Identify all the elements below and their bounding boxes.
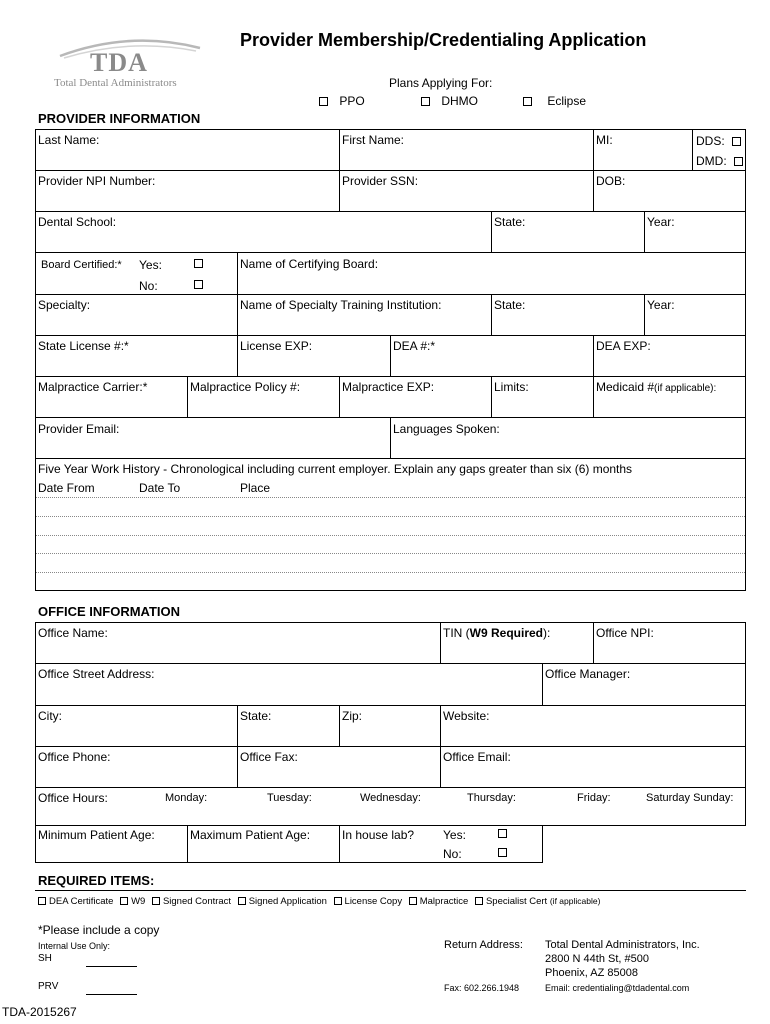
req-dea-label: DEA Certificate [49,896,114,907]
hours-monday-field[interactable]: Monday: [165,792,208,804]
date-from-label: Date From [38,481,95,495]
logo-text: TDA [90,48,148,77]
req-dea-checkbox[interactable] [38,897,46,905]
dds-label: DDS: [696,134,725,148]
tin-w9-required: W9 Required [469,626,544,640]
min-age-field[interactable]: Minimum Patient Age: [38,828,155,842]
work-history-line[interactable] [36,572,745,573]
req-license-label: License Copy [344,896,403,907]
license-exp-field[interactable]: License EXP: [240,339,313,353]
office-name-field[interactable]: Office Name: [38,626,108,640]
office-email-field[interactable]: Office Email: [443,750,511,764]
work-history-line[interactable] [36,553,745,554]
req-dea-item[interactable] [38,896,113,907]
tin-suffix: ): [543,626,551,640]
work-history-line[interactable] [36,535,745,536]
malpractice-carrier-field[interactable]: Malpractice Carrier:* [38,380,148,394]
req-license-checkbox[interactable] [334,897,342,905]
prv-label: PRV [38,981,59,992]
tin-prefix: TIN ( [443,626,470,640]
board-no-checkbox[interactable] [194,280,203,289]
dea-field[interactable]: DEA #:* [393,339,436,353]
work-history-line[interactable] [36,497,745,498]
dhmo-checkbox[interactable] [421,97,430,106]
inhouse-lab-label: In house lab? [342,828,415,842]
eclipse-label: Eclipse [547,94,587,108]
zip-field[interactable]: Zip: [342,709,363,723]
sh-signature-line[interactable] [86,966,137,967]
dea-exp-field[interactable]: DEA EXP: [596,339,651,353]
office-manager-field[interactable]: Office Manager: [545,667,631,681]
hours-thursday-field[interactable]: Thursday: [467,792,516,804]
work-history-instructions: Five Year Work History - Chronological including current employer. Explain any gaps greater than six (6) months [38,462,633,476]
specialty-year-field[interactable]: Year: [647,298,675,312]
credentialing-email: Email: credentialing@tdadental.com [545,983,690,993]
req-malpractice-label: Malpractice [419,896,469,907]
req-specialist-label: Specialist Cert [485,896,548,907]
board-yes-checkbox[interactable] [194,259,203,268]
limits-field[interactable]: Limits: [494,380,529,394]
board-yes-label: Yes: [139,258,162,272]
form-id: TDA-2015267 [2,1005,77,1019]
city-field[interactable]: City: [38,709,62,723]
req-malpractice-item[interactable] [409,896,469,907]
sh-label: SH [38,953,52,964]
ppo-label: PPO [339,94,365,108]
plan-ppo-option[interactable] [319,94,365,108]
plans-label: Plans Applying For: [389,76,493,90]
place-label: Place [240,481,271,495]
npi-field[interactable]: Provider NPI Number: [38,174,156,188]
medicaid-field[interactable] [596,380,716,396]
certifying-board-field[interactable]: Name of Certifying Board: [240,257,379,271]
board-certified-label [41,257,122,272]
max-age-field[interactable]: Maximum Patient Age: [190,828,311,842]
dmd-checkbox[interactable] [734,157,743,166]
req-contract-label: Signed Contract [162,896,232,907]
lab-yes-label: Yes: [443,828,466,842]
specialty-institution-field[interactable]: Name of Specialty Training Institution: [240,298,442,312]
req-contract-checkbox[interactable] [152,897,160,905]
date-to-label: Date To [139,481,181,495]
eclipse-checkbox[interactable] [523,97,532,106]
specialty-state-field[interactable]: State: [494,298,526,312]
languages-field[interactable]: Languages Spoken: [393,422,500,436]
prv-signature-line[interactable] [86,994,137,995]
req-w9-item[interactable] [120,896,145,907]
copy-note: *Please include a copy [38,923,160,937]
return-address-line1: Total Dental Administrators, Inc. [545,939,700,951]
req-w9-label: W9 [131,896,146,907]
malpractice-exp-field[interactable]: Malpractice EXP: [342,380,435,394]
tin-field[interactable] [443,626,550,640]
provider-section-heading: PROVIDER INFORMATION [38,111,201,126]
fax-number: Fax: 602.266.1948 [444,983,520,993]
provider-email-field[interactable]: Provider Email: [38,422,120,436]
ssn-field[interactable]: Provider SSN: [342,174,419,188]
dmd-option[interactable] [696,154,743,168]
return-address-label: Return Address: [444,939,523,951]
last-name-field[interactable]: Last Name: [38,133,100,147]
hours-weekend-field[interactable]: Saturday Sunday: [646,792,734,804]
req-application-item[interactable] [238,896,327,907]
specialty-field[interactable]: Specialty: [38,298,91,312]
website-field[interactable]: Website: [443,709,490,723]
ppo-checkbox[interactable] [319,97,328,106]
tda-logo [50,34,210,92]
req-application-label: Signed Application [248,896,327,907]
dmd-label: DMD: [696,154,727,168]
internal-use-label: Internal Use Only: [38,941,111,951]
mi-field[interactable]: MI: [596,133,613,147]
first-name-field[interactable]: First Name: [342,133,405,147]
school-year-field[interactable]: Year: [647,215,675,229]
hours-friday-field[interactable]: Friday: [577,792,611,804]
req-specialist-item[interactable] [475,896,600,907]
req-specialist-checkbox[interactable] [475,897,483,905]
office-npi-field[interactable]: Office NPI: [596,626,654,640]
board-no-label: No: [139,279,158,293]
office-hours-label: Office Hours: [38,791,108,805]
malpractice-policy-field[interactable]: Malpractice Policy #: [190,380,301,394]
medicaid-note: (if applicable): [654,383,717,394]
office-state-field[interactable]: State: [240,709,272,723]
office-fax-field[interactable]: Office Fax: [240,750,298,764]
hours-tuesday-field[interactable]: Tuesday: [267,792,312,804]
required-items-heading: REQUIRED ITEMS: [38,873,155,888]
dhmo-label: DHMO [441,94,479,108]
office-phone-field[interactable]: Office Phone: [38,750,111,764]
plan-dhmo-option[interactable] [421,94,478,108]
board-certified-text: Board Certified:* [41,259,122,271]
lab-no-label: No: [443,847,462,861]
plan-eclipse-option[interactable] [523,94,586,108]
logo-subtitle: Total Dental Administrators [54,77,177,89]
lab-yes-checkbox[interactable] [498,829,507,838]
req-malpractice-checkbox[interactable] [409,897,417,905]
req-contract-item[interactable] [152,896,231,907]
required-items-list [38,894,600,909]
req-specialist-note: (if applicable) [549,896,601,906]
return-address-line3: Phoenix, AZ 85008 [545,967,638,979]
req-w9-checkbox[interactable] [120,897,128,905]
medicaid-label: Medicaid # [596,380,655,394]
dds-checkbox[interactable] [732,137,741,146]
school-state-field[interactable]: State: [494,215,526,229]
work-history-line[interactable] [36,516,745,517]
dental-school-field[interactable]: Dental School: [38,215,117,229]
office-street-field[interactable]: Office Street Address: [38,667,155,681]
state-license-field[interactable]: State License #:* [38,339,129,353]
hours-wednesday-field[interactable]: Wednesday: [360,792,421,804]
req-license-item[interactable] [334,896,403,907]
req-application-checkbox[interactable] [238,897,246,905]
page-title: Provider Membership/Credentialing Application [240,30,647,50]
office-section-heading: OFFICE INFORMATION [38,604,181,619]
lab-no-checkbox[interactable] [498,848,507,857]
dds-option[interactable] [696,134,741,148]
return-address-line2: 2800 N 44th St, #500 [545,953,649,965]
dob-field[interactable]: DOB: [596,174,626,188]
